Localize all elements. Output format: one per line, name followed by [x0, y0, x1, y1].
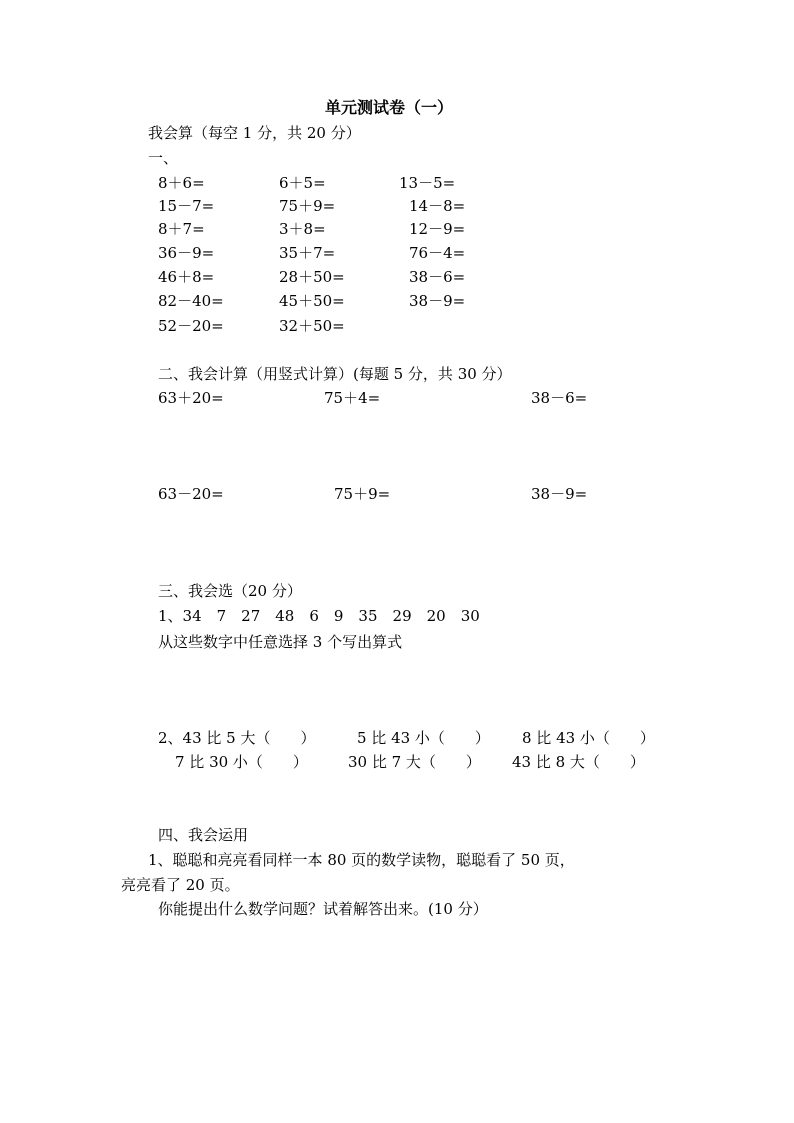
calc-item: 45＋50=: [279, 292, 345, 310]
calc-item: 75＋9=: [279, 197, 336, 215]
word-problem-line: 亮亮看了 20 页。: [121, 876, 240, 894]
vertical-calc-item: 38－9=: [531, 485, 588, 503]
calc-item: 76－4=: [409, 244, 466, 262]
word-problem-line: 1、聪聪和亮亮看同样一本 80 页的数学读物，聪聪看了 50 页，: [148, 851, 575, 869]
compare-item: 5 比 43 小（ ）: [357, 729, 490, 747]
compare-item: 7 比 30 小（ ）: [175, 753, 308, 771]
word-problem-question: 你能提出什么数学问题？试着解答出来。(10 分）: [158, 900, 488, 918]
calc-item: 12－9=: [409, 220, 466, 238]
compare-item: 2、43 比 5 大（ ）: [158, 729, 316, 747]
calc-item: 82－40=: [158, 292, 224, 310]
calc-item: 13－5=: [399, 174, 456, 192]
calc-item: 15－7=: [158, 197, 215, 215]
calc-item: 32＋50=: [279, 317, 345, 335]
section1-number: 一、: [148, 149, 179, 167]
section1-heading: 我会算（每空 1 分，共 20 分）: [148, 124, 361, 142]
calc-item: 36－9=: [158, 244, 215, 262]
page-title: 单元测试卷（一）: [325, 98, 454, 117]
calc-item: 38－6=: [409, 268, 466, 286]
section2-heading: 二、我会计算（用竖式计算）(每题 5 分，共 30 分）: [158, 365, 512, 383]
calc-item: 46＋8=: [158, 268, 215, 286]
number-list: 1、34 7 27 48 6 9 35 29 20 30: [158, 607, 480, 625]
calc-item: 38－9=: [409, 292, 466, 310]
calc-item: 6＋5=: [279, 174, 326, 192]
vertical-calc-item: 63＋20=: [158, 389, 224, 407]
calc-item: 52－20=: [158, 317, 224, 335]
calc-item: 35＋7=: [279, 244, 336, 262]
section4-heading: 四、我会运用: [158, 826, 249, 844]
section3-heading: 三、我会选（20 分）: [158, 582, 302, 600]
calc-item: 8＋7=: [158, 220, 205, 238]
vertical-calc-item: 63－20=: [158, 485, 224, 503]
compare-item: 30 比 7 大（ ）: [348, 753, 481, 771]
question-instruction: 从这些数字中任意选择 3 个写出算式: [158, 633, 403, 651]
vertical-calc-item: 75＋9=: [334, 485, 391, 503]
compare-item: 8 比 43 小（ ）: [522, 729, 655, 747]
calc-item: 28＋50=: [279, 268, 345, 286]
compare-item: 43 比 8 大（ ）: [512, 753, 645, 771]
vertical-calc-item: 75＋4=: [324, 389, 381, 407]
calc-item: 14－8=: [409, 197, 466, 215]
calc-item: 8＋6=: [158, 174, 205, 192]
vertical-calc-item: 38－6=: [531, 389, 588, 407]
calc-item: 3＋8=: [279, 220, 326, 238]
